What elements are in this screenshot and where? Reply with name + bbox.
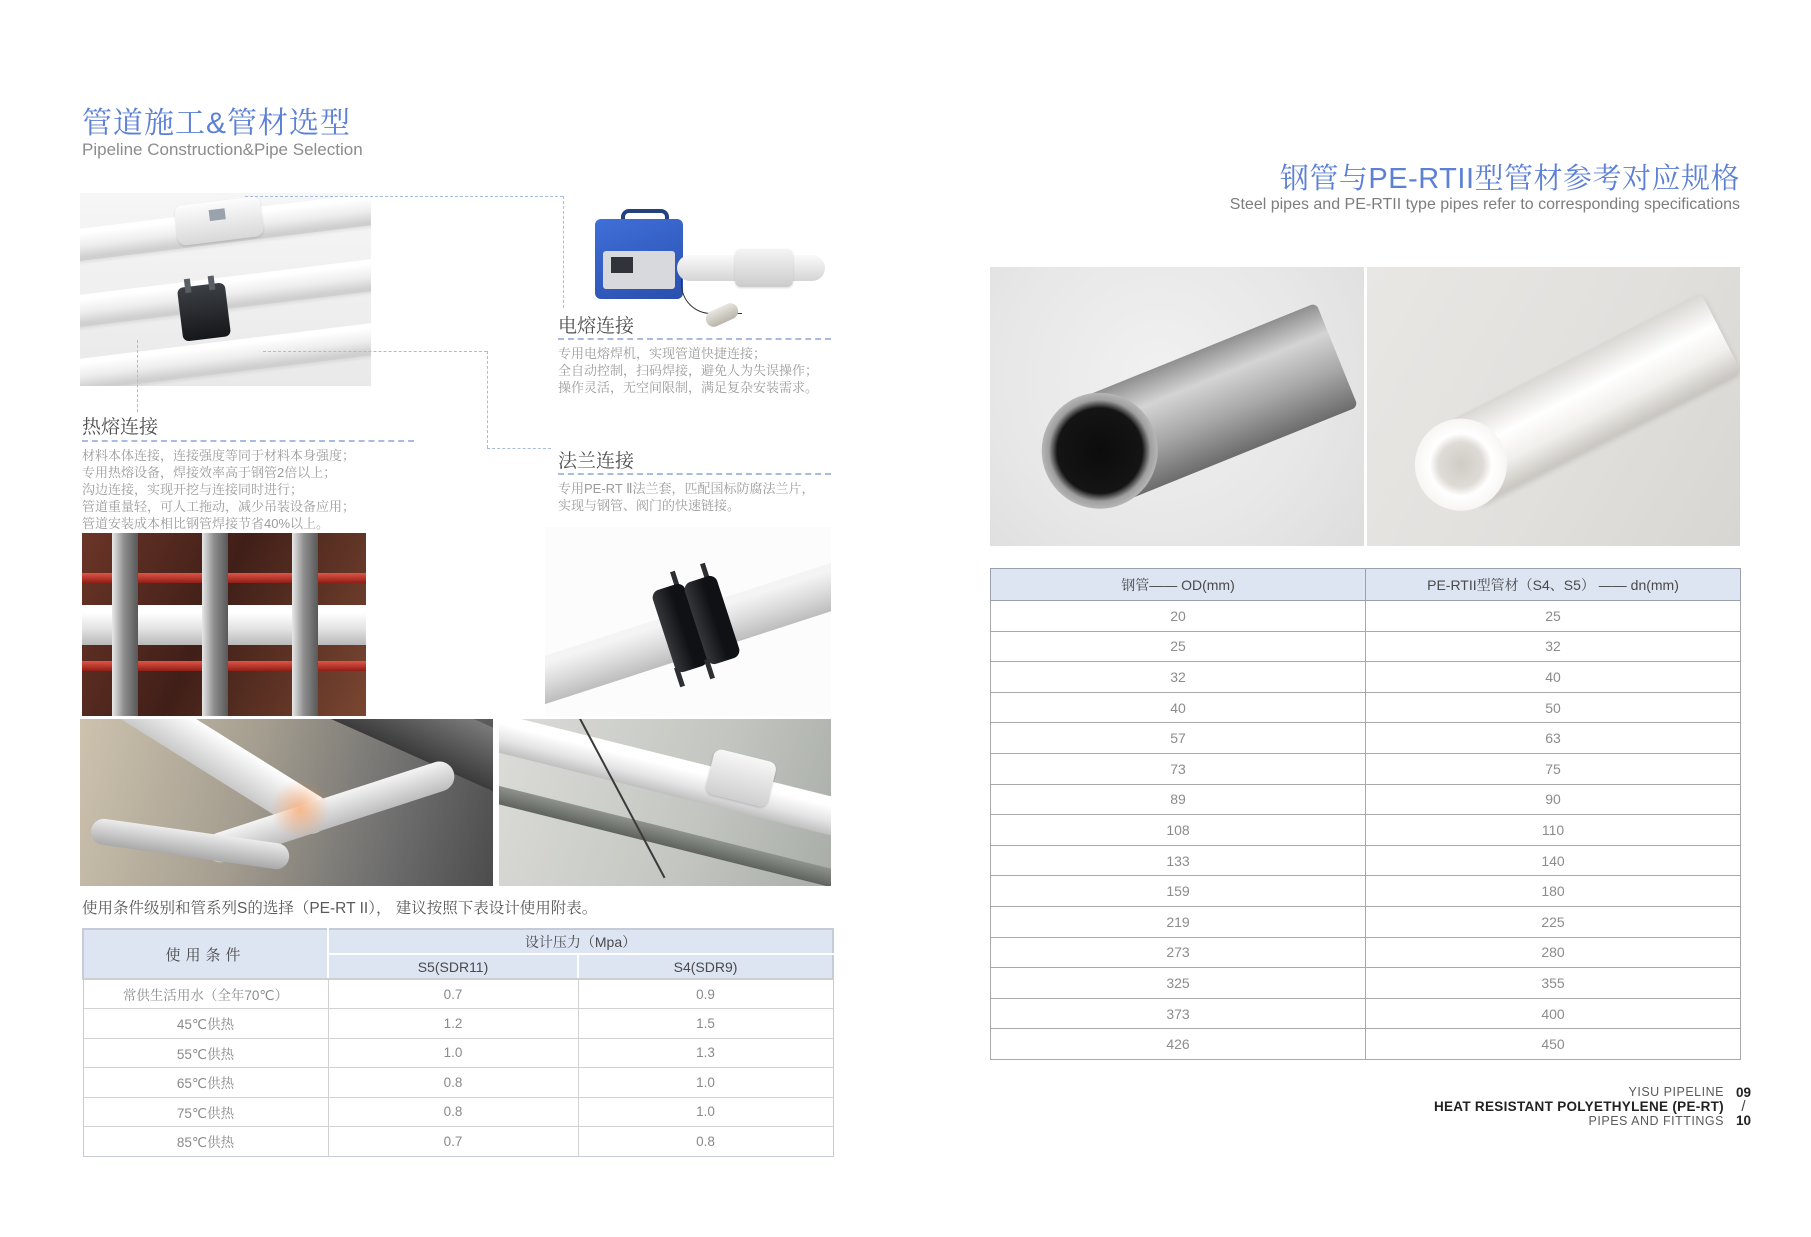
s5-cell: 0.7 [328, 1127, 578, 1157]
dn-cell: 400 [1366, 998, 1741, 1029]
footer-brand: YISU PIPELINE [1628, 1085, 1724, 1099]
dn-cell: 32 [1366, 631, 1741, 662]
page-number-separator: / [1741, 1097, 1746, 1115]
dashed-underline [82, 440, 414, 442]
col-header-s5: S5(SDR11) [328, 954, 578, 979]
table-row [991, 601, 1741, 632]
photo-flange-connection [545, 527, 831, 716]
dn-cell: 90 [1366, 784, 1741, 815]
dashed-connector [263, 351, 487, 352]
od-cell: 219 [991, 906, 1366, 937]
page-number-right: 10 [1735, 1113, 1751, 1128]
od-cell: 73 [991, 753, 1366, 784]
s5-cell: 0.7 [328, 979, 578, 1009]
dashed-connector [487, 351, 488, 448]
footer-product: HEAT RESISTANT POLYETHYLENE (PE-RT) [1433, 1099, 1724, 1114]
od-cell: 273 [991, 937, 1366, 968]
section-line: 沟边连接，实现开挖与连接同时进行； [82, 482, 304, 497]
photo-installed-pipes-right [499, 719, 831, 886]
od-cell: 40 [991, 692, 1366, 723]
s5-cell: 0.8 [328, 1068, 578, 1098]
left-page-title: 管道施工&管材选型 [82, 107, 352, 140]
od-cell: 25 [991, 631, 1366, 662]
col-header-design-pressure: 设计压力（Mpa） [328, 929, 833, 954]
s5-cell: 1.2 [328, 1009, 578, 1039]
photo-installed-pipes-left [80, 719, 493, 886]
clamp-shape [177, 282, 231, 341]
section-line: 管道重量轻，可人工拖动，减少吊装设备应用； [82, 499, 356, 514]
section-line: 管道安装成本相比钢管焊接节省40%以上。 [82, 516, 330, 531]
table-row [991, 937, 1741, 968]
dn-cell: 140 [1366, 845, 1741, 876]
section-heading-flange: 法兰连接 [558, 451, 635, 472]
section-text-electrofusion [558, 345, 818, 396]
page-footer [1434, 1085, 1751, 1128]
screen-shape [611, 257, 633, 273]
od-cell: 32 [991, 662, 1366, 693]
dashed-connector [245, 196, 563, 197]
table-row [991, 723, 1741, 754]
condition-cell: 45℃供热 [83, 1009, 328, 1039]
section-line: 专用热熔设备，焊接效率高于钢管2倍以上； [82, 465, 337, 480]
clamp-bar-shape [202, 533, 228, 716]
condition-cell: 常供生活用水（全年70℃） [83, 979, 328, 1009]
photo-butt-fusion-machine [82, 533, 366, 716]
dn-cell: 450 [1366, 1029, 1741, 1060]
section-heading-electrofusion: 电熔连接 [558, 316, 635, 337]
table-row [991, 968, 1741, 999]
clamp-bar-shape [112, 533, 138, 716]
coupler-shape [735, 249, 793, 287]
section-line: 全自动控制，扫码焊接，避免人为失误操作； [558, 363, 819, 378]
dashed-connector [487, 448, 551, 449]
spec-table [990, 568, 1741, 1060]
col-header-steel-od: 钢管—— OD(mm) [991, 569, 1366, 601]
table-row [991, 692, 1741, 723]
table-row [991, 815, 1741, 846]
od-cell: 325 [991, 968, 1366, 999]
col-header-conditions: 使用条件 [83, 929, 328, 979]
s4-cell: 1.3 [578, 1038, 833, 1068]
od-cell: 108 [991, 815, 1366, 846]
footer-page-numbers [1736, 1085, 1751, 1128]
right-page-title: 钢管与PE-RTII型管材参考对应规格 [1279, 163, 1740, 195]
footer-category: PIPES AND FITTINGS [1588, 1114, 1724, 1128]
s4-cell: 1.0 [578, 1097, 833, 1127]
s4-cell: 1.5 [578, 1009, 833, 1039]
dashed-underline [558, 473, 831, 475]
section-text-hot-melt [82, 447, 355, 532]
dn-cell: 225 [1366, 906, 1741, 937]
od-cell: 426 [991, 1029, 1366, 1060]
table-row [991, 998, 1741, 1029]
photo-pipe-fittings [80, 193, 371, 386]
col-header-s4: S4(SDR9) [578, 954, 833, 979]
right-page-subtitle: Steel pipes and PE-RTII type pipes refer to corresponding specifications [1229, 196, 1740, 213]
section-line: 实现与钢管、阀门的快速链接。 [558, 498, 741, 513]
od-cell: 20 [991, 601, 1366, 632]
table-row [991, 631, 1741, 662]
s4-cell: 0.9 [578, 979, 833, 1009]
condition-cell: 65℃供热 [83, 1068, 328, 1098]
chip-shape [209, 208, 226, 221]
table-row [991, 876, 1741, 907]
table-row [83, 1068, 833, 1098]
pressure-table [82, 928, 834, 1157]
condition-cell: 75℃供热 [83, 1097, 328, 1127]
dashed-connector [563, 196, 564, 308]
condition-cell: 85℃供热 [83, 1127, 328, 1157]
clamp-bar-shape [292, 533, 318, 716]
od-cell: 159 [991, 876, 1366, 907]
od-cell: 373 [991, 998, 1366, 1029]
s4-cell: 0.8 [578, 1127, 833, 1157]
table-row [991, 906, 1741, 937]
steel-pipe-shape [1038, 303, 1358, 519]
pe-pipe-shape [1407, 293, 1740, 521]
dn-cell: 25 [1366, 601, 1741, 632]
photo-pe-rt-pipe [1367, 267, 1740, 546]
dn-cell: 280 [1366, 937, 1741, 968]
dn-cell: 180 [1366, 876, 1741, 907]
table-row [991, 1029, 1741, 1060]
od-cell: 57 [991, 723, 1366, 754]
table-row [83, 1038, 833, 1068]
footer-text [1434, 1085, 1724, 1128]
condition-cell: 55℃供热 [83, 1038, 328, 1068]
dashed-underline [558, 338, 831, 340]
s4-cell: 1.0 [578, 1068, 833, 1098]
page-number-left: 09 [1735, 1085, 1751, 1100]
highlight-shape [270, 779, 330, 839]
section-line: 材料本体连接，连接强度等同于材料本身强度； [82, 448, 356, 463]
table-note: 使用条件级别和管系列S的选择（PE-RT II）， 建议按照下表设计使用附表。 [82, 900, 598, 917]
table-row [991, 753, 1741, 784]
section-heading-hot-melt: 热熔连接 [82, 417, 159, 438]
dn-cell: 40 [1366, 662, 1741, 693]
dashed-connector [137, 340, 138, 412]
left-page-subtitle: Pipeline Construction&Pipe Selection [82, 140, 363, 159]
photo-steel-pipe [990, 267, 1364, 546]
section-line: 专用电熔焊机，实现管道快捷连接； [558, 346, 767, 361]
table-row [83, 1127, 833, 1157]
dn-cell: 63 [1366, 723, 1741, 754]
table-row [991, 784, 1741, 815]
table-row [83, 1097, 833, 1127]
dn-cell: 110 [1366, 815, 1741, 846]
dn-cell: 50 [1366, 692, 1741, 723]
od-cell: 133 [991, 845, 1366, 876]
section-line: 专用PE-RT Ⅱ法兰套，匹配国标防腐法兰片， [558, 481, 815, 496]
photo-electrofusion-welder [585, 199, 832, 365]
s5-cell: 1.0 [328, 1038, 578, 1068]
table-row [83, 1009, 833, 1039]
col-header-pert-dn: PE-RTII型管材（S4、S5） —— dn(mm) [1366, 569, 1741, 601]
table-row [83, 979, 833, 1009]
table-row [991, 662, 1741, 693]
table-row [991, 845, 1741, 876]
section-line: 操作灵活，无空间限制，满足复杂安装需求。 [558, 380, 819, 395]
s5-cell: 0.8 [328, 1097, 578, 1127]
dn-cell: 75 [1366, 753, 1741, 784]
dn-cell: 355 [1366, 968, 1741, 999]
od-cell: 89 [991, 784, 1366, 815]
section-text-flange [558, 480, 815, 514]
